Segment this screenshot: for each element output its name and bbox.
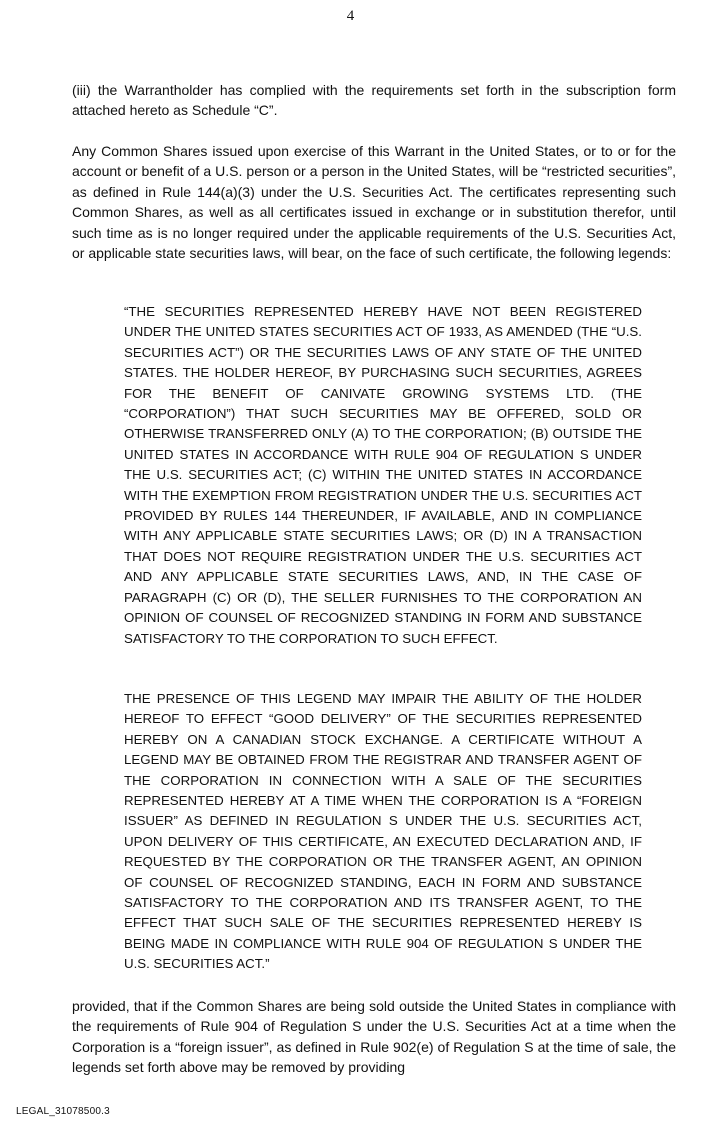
legend-good-delivery: THE PRESENCE OF THIS LEGEND MAY IMPAIR THE ABILITY OF THE HOLDER HEREOF TO EFFECT “GOOD DELIVERY” OF THE SECURITIES REPRESENTED HEREBY ON A CANADIAN STOCK EXCHANGE. A CERTIFICATE WITHOUT A LEGEND MAY BE OBTAINED FROM THE REGISTRAR AND TRANSFER AGENT OF THE CORPORATION IN CONNECTION WITH A SALE OF THE SECURITIES REPRESENTED HEREBY AT A TIME WHEN THE CORPORATION IS A “FOREIGN ISSUER” AS DEFINED IN REGULATION S UNDER THE U.S. SECURITIES ACT, UPON DELIVERY OF THIS CERTIFICATE, AN EXECUTED DECLARATION AND, IF REQUESTED BY THE CORPORATION OR THE TRANSFER AGENT, AN OPINION OF COUNSEL OF RECOGNIZED STANDING, EACH IN FORM AND SUBSTANCE SATISFACTORY TO THE CORPORATION AND ITS TRANSFER AGENT, TO THE EFFECT THAT SUCH SALE OF THE SECURITIES REPRESENTED HEREBY IS BEING MADE IN COMPLIANCE WITH RULE 904 OF REGULATION S UNDER THE U.S. SECURITIES ACT.” [124, 691, 642, 972]
paragraph-warrantholder-compliance: (iii) the Warrantholder has complied with the requirements set forth in the subscription form attached hereto as Schedule “C”. [72, 82, 676, 119]
document-id-footer: LEGAL_31078500.3 [16, 1106, 110, 1117]
paragraph-provided-removal: provided, that if the Common Shares are being sold outside the United States in compliance with the requirements of Rule 904 of Regulation S under the U.S. Securities Act at a time when the Corporation is a “foreign issuer”, as defined in Rule 902(e) of Regulation S at the time of sale, the legends set forth above may be removed by providing [72, 998, 676, 1076]
paragraph-restricted-securities: Any Common Shares issued upon exercise of this Warrant in the United States, or to or for the account or benefit of a U.S. person or a person in the United States, will be “restricted securities”, as defined in Rule 144(a)(3) under the U.S. Securities Act. The certificates representing such Common Shares, as well as all certificates issued in exchange or in substitution therefor, until such time as is no longer required under the applicable requirements of the U.S. Securities Act, or applicable state securities laws, will bear, on the face of such certificate, the following legends: [72, 143, 676, 262]
page-number: 4 [346, 8, 355, 24]
legend-securities-not-registered: “THE SECURITIES REPRESENTED HEREBY HAVE NOT BEEN REGISTERED UNDER THE UNITED STATES SECURITIES ACT OF 1933, AS AMENDED (THE “U.S. SECURITIES ACT”) OR THE SECURITIES LAWS OF ANY STATE OF THE UNITED STATES. THE HOLDER HEREOF, BY PURCHASING SUCH SECURITIES, AGREES FOR THE BENEFIT OF CANIVATE GROWING SYSTEMS LTD. (THE “CORPORATION”) THAT SUCH SECURITIES MAY BE OFFERED, SOLD OR OTHERWISE TRANSFERRED ONLY (A) TO THE CORPORATION; (B) OUTSIDE THE UNITED STATES IN ACCORDANCE WITH RULE 904 OF REGULATION S UNDER THE U.S. SECURITIES ACT; (C) WITHIN THE UNITED STATES IN ACCORDANCE WITH THE EXEMPTION FROM REGISTRATION UNDER THE U.S. SECURITIES ACT PROVIDED BY RULES 144 THEREUNDER, IF AVAILABLE, AND IN COMPLIANCE WITH ANY APPLICABLE STATE SECURITIES LAWS; OR (D) IN A TRANSACTION THAT DOES NOT REQUIRE REGISTRATION UNDER THE U.S. SECURITIES ACT AND ANY APPLICABLE STATE SECURITIES LAWS, AND, IN THE CASE OF PARAGRAPH (C) OR (D), THE SELLER FURNISHES TO THE CORPORATION AN OPINION OF COUNSEL OF RECOGNIZED STANDING IN FORM AND SUBSTANCE SATISFACTORY TO THE CORPORATION TO SUCH EFFECT. [124, 304, 642, 646]
